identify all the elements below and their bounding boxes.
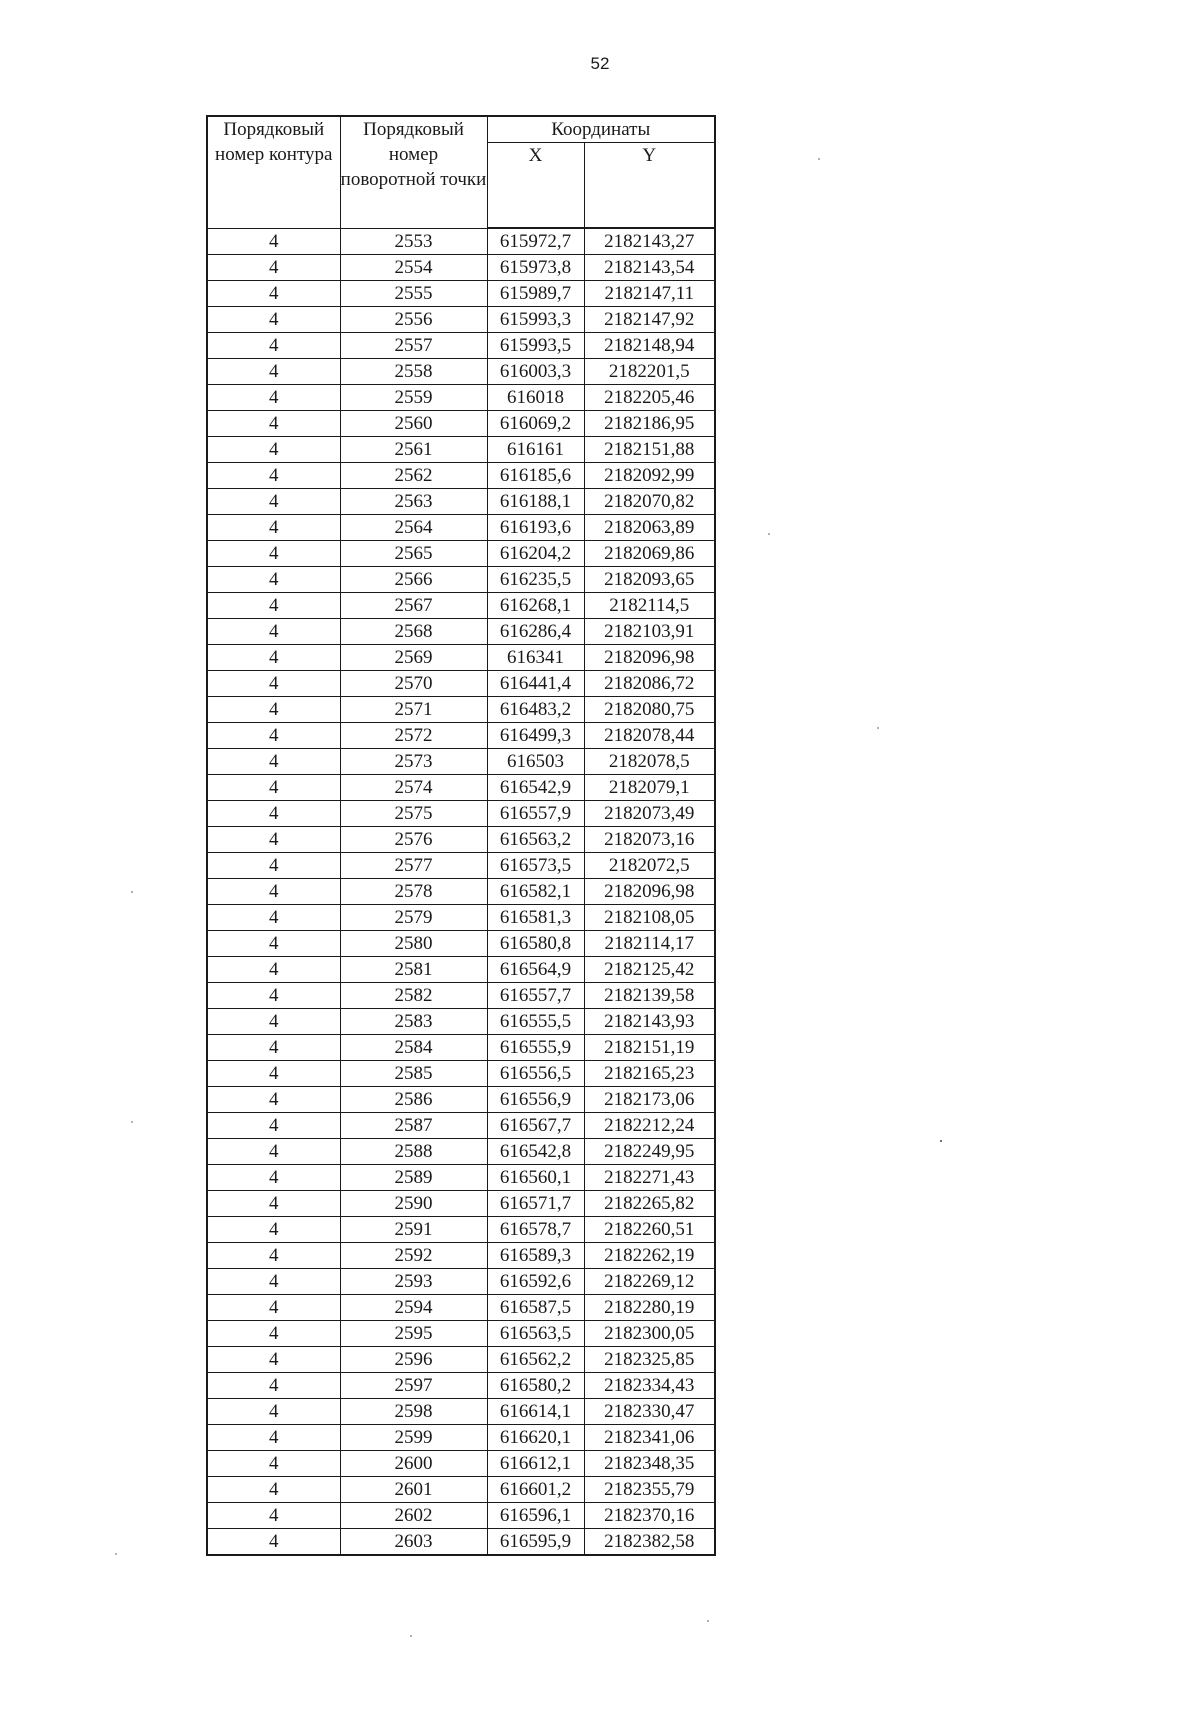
cell-y-coordinate: 2182125,42	[584, 957, 715, 983]
cell-contour-number: 4	[207, 1347, 340, 1373]
cell-y-coordinate: 2182080,75	[584, 697, 715, 723]
cell-y-coordinate: 2182103,91	[584, 619, 715, 645]
table-row	[207, 515, 715, 541]
cell-point-number: 2584	[340, 1035, 487, 1061]
cell-y-coordinate: 2182114,17	[584, 931, 715, 957]
cell-x-coordinate: 616503	[487, 749, 584, 775]
cell-y-coordinate: 2182271,43	[584, 1165, 715, 1191]
table-row	[207, 255, 715, 281]
cell-x-coordinate: 616581,3	[487, 905, 584, 931]
cell-point-number: 2576	[340, 827, 487, 853]
scan-speck	[115, 1553, 117, 1555]
table-row	[207, 463, 715, 489]
cell-y-coordinate: 2182139,58	[584, 983, 715, 1009]
table-row	[207, 723, 715, 749]
cell-x-coordinate: 616562,2	[487, 1347, 584, 1373]
cell-y-coordinate: 2182334,43	[584, 1373, 715, 1399]
cell-y-coordinate: 2182092,99	[584, 463, 715, 489]
cell-x-coordinate: 616596,1	[487, 1503, 584, 1529]
cell-x-coordinate: 616564,9	[487, 957, 584, 983]
table-row	[207, 1373, 715, 1399]
cell-contour-number: 4	[207, 1087, 340, 1113]
cell-x-coordinate: 616556,9	[487, 1087, 584, 1113]
cell-x-coordinate: 616235,5	[487, 567, 584, 593]
table-row	[207, 879, 715, 905]
table-row	[207, 749, 715, 775]
cell-x-coordinate: 616483,2	[487, 697, 584, 723]
table-row	[207, 1425, 715, 1451]
cell-point-number: 2601	[340, 1477, 487, 1503]
cell-x-coordinate: 616580,2	[487, 1373, 584, 1399]
cell-contour-number: 4	[207, 1035, 340, 1061]
cell-y-coordinate: 2182148,94	[584, 333, 715, 359]
cell-y-coordinate: 2182063,89	[584, 515, 715, 541]
cell-y-coordinate: 2182201,5	[584, 359, 715, 385]
cell-point-number: 2594	[340, 1295, 487, 1321]
table-row	[207, 1347, 715, 1373]
table-row	[207, 1113, 715, 1139]
header-point-number: Порядковый номер поворотной точки	[340, 116, 487, 228]
cell-x-coordinate: 616578,7	[487, 1217, 584, 1243]
cell-contour-number: 4	[207, 359, 340, 385]
cell-y-coordinate: 2182114,5	[584, 593, 715, 619]
cell-point-number: 2566	[340, 567, 487, 593]
cell-point-number: 2602	[340, 1503, 487, 1529]
cell-point-number: 2560	[340, 411, 487, 437]
scan-speck	[940, 1140, 942, 1142]
header-y: Y	[584, 143, 715, 229]
header-x: X	[487, 143, 584, 229]
cell-x-coordinate: 616018	[487, 385, 584, 411]
cell-y-coordinate: 2182073,49	[584, 801, 715, 827]
cell-x-coordinate: 615989,7	[487, 281, 584, 307]
cell-y-coordinate: 2182143,27	[584, 228, 715, 255]
cell-y-coordinate: 2182096,98	[584, 645, 715, 671]
cell-y-coordinate: 2182078,44	[584, 723, 715, 749]
cell-x-coordinate: 616592,6	[487, 1269, 584, 1295]
cell-y-coordinate: 2182260,51	[584, 1217, 715, 1243]
cell-contour-number: 4	[207, 541, 340, 567]
cell-y-coordinate: 2182096,98	[584, 879, 715, 905]
cell-point-number: 2589	[340, 1165, 487, 1191]
cell-point-number: 2572	[340, 723, 487, 749]
cell-x-coordinate: 615972,7	[487, 228, 584, 255]
scan-speck	[131, 1121, 133, 1123]
cell-point-number: 2593	[340, 1269, 487, 1295]
cell-point-number: 2574	[340, 775, 487, 801]
cell-contour-number: 4	[207, 333, 340, 359]
cell-contour-number: 4	[207, 1373, 340, 1399]
cell-point-number: 2571	[340, 697, 487, 723]
cell-x-coordinate: 616188,1	[487, 489, 584, 515]
cell-x-coordinate: 616069,2	[487, 411, 584, 437]
cell-y-coordinate: 2182300,05	[584, 1321, 715, 1347]
cell-y-coordinate: 2182280,19	[584, 1295, 715, 1321]
cell-x-coordinate: 616620,1	[487, 1425, 584, 1451]
cell-x-coordinate: 616573,5	[487, 853, 584, 879]
cell-x-coordinate: 616601,2	[487, 1477, 584, 1503]
cell-x-coordinate: 616555,5	[487, 1009, 584, 1035]
cell-point-number: 2570	[340, 671, 487, 697]
cell-contour-number: 4	[207, 619, 340, 645]
cell-point-number: 2590	[340, 1191, 487, 1217]
cell-y-coordinate: 2182073,16	[584, 827, 715, 853]
cell-y-coordinate: 2182348,35	[584, 1451, 715, 1477]
cell-x-coordinate: 616587,5	[487, 1295, 584, 1321]
cell-point-number: 2553	[340, 228, 487, 255]
cell-y-coordinate: 2182086,72	[584, 671, 715, 697]
cell-point-number: 2580	[340, 931, 487, 957]
table-row	[207, 671, 715, 697]
scan-speck	[707, 1620, 709, 1622]
cell-y-coordinate: 2182205,46	[584, 385, 715, 411]
cell-point-number: 2569	[340, 645, 487, 671]
table-row	[207, 1399, 715, 1425]
cell-point-number: 2591	[340, 1217, 487, 1243]
cell-point-number: 2575	[340, 801, 487, 827]
cell-contour-number: 4	[207, 1399, 340, 1425]
table-row	[207, 957, 715, 983]
cell-contour-number: 4	[207, 228, 340, 255]
cell-point-number: 2588	[340, 1139, 487, 1165]
cell-y-coordinate: 2182151,88	[584, 437, 715, 463]
cell-y-coordinate: 2182330,47	[584, 1399, 715, 1425]
cell-point-number: 2598	[340, 1399, 487, 1425]
cell-contour-number: 4	[207, 437, 340, 463]
table-row	[207, 1035, 715, 1061]
scan-speck	[768, 533, 770, 535]
table-row	[207, 1295, 715, 1321]
cell-point-number: 2577	[340, 853, 487, 879]
cell-x-coordinate: 616582,1	[487, 879, 584, 905]
table-row	[207, 697, 715, 723]
table-row	[207, 1217, 715, 1243]
cell-contour-number: 4	[207, 801, 340, 827]
cell-x-coordinate: 616589,3	[487, 1243, 584, 1269]
cell-point-number: 2555	[340, 281, 487, 307]
scan-speck	[410, 1635, 412, 1637]
cell-point-number: 2583	[340, 1009, 487, 1035]
cell-contour-number: 4	[207, 1139, 340, 1165]
cell-contour-number: 4	[207, 645, 340, 671]
table-row	[207, 333, 715, 359]
cell-point-number: 2557	[340, 333, 487, 359]
table-row	[207, 593, 715, 619]
cell-point-number: 2565	[340, 541, 487, 567]
cell-x-coordinate: 616571,7	[487, 1191, 584, 1217]
table-row	[207, 983, 715, 1009]
cell-contour-number: 4	[207, 385, 340, 411]
header-contour-number: Порядковый номер контура	[207, 116, 340, 228]
cell-contour-number: 4	[207, 853, 340, 879]
cell-contour-number: 4	[207, 593, 340, 619]
cell-y-coordinate: 2182070,82	[584, 489, 715, 515]
table-row	[207, 541, 715, 567]
table-row	[207, 1165, 715, 1191]
cell-contour-number: 4	[207, 749, 340, 775]
cell-x-coordinate: 616185,6	[487, 463, 584, 489]
cell-point-number: 2595	[340, 1321, 487, 1347]
table-body	[207, 228, 715, 1555]
cell-point-number: 2567	[340, 593, 487, 619]
cell-point-number: 2586	[340, 1087, 487, 1113]
cell-y-coordinate: 2182143,54	[584, 255, 715, 281]
table-row	[207, 385, 715, 411]
cell-y-coordinate: 2182370,16	[584, 1503, 715, 1529]
cell-contour-number: 4	[207, 307, 340, 333]
cell-y-coordinate: 2182341,06	[584, 1425, 715, 1451]
table-row	[207, 1321, 715, 1347]
table-row	[207, 1243, 715, 1269]
cell-contour-number: 4	[207, 1503, 340, 1529]
table-row	[207, 1061, 715, 1087]
table-row	[207, 228, 715, 255]
cell-contour-number: 4	[207, 1243, 340, 1269]
table-row	[207, 827, 715, 853]
cell-contour-number: 4	[207, 411, 340, 437]
scan-speck	[877, 727, 879, 729]
cell-x-coordinate: 616560,1	[487, 1165, 584, 1191]
cell-point-number: 2573	[340, 749, 487, 775]
cell-point-number: 2582	[340, 983, 487, 1009]
cell-x-coordinate: 616542,8	[487, 1139, 584, 1165]
table-row	[207, 1009, 715, 1035]
cell-contour-number: 4	[207, 1061, 340, 1087]
cell-point-number: 2597	[340, 1373, 487, 1399]
cell-y-coordinate: 2182265,82	[584, 1191, 715, 1217]
table-row	[207, 619, 715, 645]
table-row	[207, 801, 715, 827]
cell-y-coordinate: 2182325,85	[584, 1347, 715, 1373]
cell-contour-number: 4	[207, 1451, 340, 1477]
table-header	[207, 116, 715, 228]
table-row	[207, 1139, 715, 1165]
cell-y-coordinate: 2182186,95	[584, 411, 715, 437]
cell-point-number: 2563	[340, 489, 487, 515]
table-row	[207, 437, 715, 463]
cell-x-coordinate: 615993,3	[487, 307, 584, 333]
cell-x-coordinate: 616557,7	[487, 983, 584, 1009]
cell-point-number: 2585	[340, 1061, 487, 1087]
cell-x-coordinate: 616441,4	[487, 671, 584, 697]
cell-contour-number: 4	[207, 255, 340, 281]
cell-y-coordinate: 2182078,5	[584, 749, 715, 775]
cell-x-coordinate: 616161	[487, 437, 584, 463]
cell-y-coordinate: 2182079,1	[584, 775, 715, 801]
table-row	[207, 1451, 715, 1477]
cell-x-coordinate: 615993,5	[487, 333, 584, 359]
cell-x-coordinate: 616567,7	[487, 1113, 584, 1139]
cell-point-number: 2581	[340, 957, 487, 983]
cell-x-coordinate: 616204,2	[487, 541, 584, 567]
cell-contour-number: 4	[207, 567, 340, 593]
cell-y-coordinate: 2182093,65	[584, 567, 715, 593]
cell-contour-number: 4	[207, 1217, 340, 1243]
cell-contour-number: 4	[207, 827, 340, 853]
cell-contour-number: 4	[207, 1295, 340, 1321]
cell-point-number: 2603	[340, 1529, 487, 1556]
cell-contour-number: 4	[207, 1529, 340, 1556]
cell-contour-number: 4	[207, 983, 340, 1009]
cell-y-coordinate: 2182173,06	[584, 1087, 715, 1113]
cell-y-coordinate: 2182147,11	[584, 281, 715, 307]
cell-point-number: 2587	[340, 1113, 487, 1139]
table-row	[207, 905, 715, 931]
cell-contour-number: 4	[207, 1009, 340, 1035]
cell-y-coordinate: 2182069,86	[584, 541, 715, 567]
cell-x-coordinate: 616341	[487, 645, 584, 671]
cell-x-coordinate: 616499,3	[487, 723, 584, 749]
cell-x-coordinate: 615973,8	[487, 255, 584, 281]
cell-y-coordinate: 2182165,23	[584, 1061, 715, 1087]
cell-x-coordinate: 616595,9	[487, 1529, 584, 1556]
coordinates-table	[206, 115, 716, 1556]
cell-y-coordinate: 2182249,95	[584, 1139, 715, 1165]
cell-y-coordinate: 2182108,05	[584, 905, 715, 931]
scan-speck	[818, 158, 820, 160]
cell-point-number: 2554	[340, 255, 487, 281]
cell-x-coordinate: 616557,9	[487, 801, 584, 827]
table-row	[207, 359, 715, 385]
cell-point-number: 2562	[340, 463, 487, 489]
cell-contour-number: 4	[207, 957, 340, 983]
cell-y-coordinate: 2182072,5	[584, 853, 715, 879]
table-row	[207, 1529, 715, 1556]
cell-point-number: 2592	[340, 1243, 487, 1269]
cell-y-coordinate: 2182147,92	[584, 307, 715, 333]
cell-x-coordinate: 616193,6	[487, 515, 584, 541]
cell-x-coordinate: 616555,9	[487, 1035, 584, 1061]
cell-contour-number: 4	[207, 931, 340, 957]
cell-contour-number: 4	[207, 905, 340, 931]
cell-x-coordinate: 616003,3	[487, 359, 584, 385]
cell-x-coordinate: 616563,2	[487, 827, 584, 853]
cell-contour-number: 4	[207, 1191, 340, 1217]
cell-point-number: 2556	[340, 307, 487, 333]
table-row	[207, 1477, 715, 1503]
cell-contour-number: 4	[207, 1321, 340, 1347]
cell-contour-number: 4	[207, 1425, 340, 1451]
cell-x-coordinate: 616268,1	[487, 593, 584, 619]
cell-contour-number: 4	[207, 697, 340, 723]
cell-contour-number: 4	[207, 281, 340, 307]
table-row	[207, 853, 715, 879]
table-row	[207, 281, 715, 307]
table-row	[207, 775, 715, 801]
cell-point-number: 2578	[340, 879, 487, 905]
cell-x-coordinate: 616612,1	[487, 1451, 584, 1477]
cell-y-coordinate: 2182382,58	[584, 1529, 715, 1556]
cell-point-number: 2561	[340, 437, 487, 463]
cell-contour-number: 4	[207, 489, 340, 515]
cell-point-number: 2579	[340, 905, 487, 931]
table-row	[207, 567, 715, 593]
header-coordinates: Координаты	[487, 116, 715, 143]
cell-y-coordinate: 2182262,19	[584, 1243, 715, 1269]
table-row	[207, 411, 715, 437]
scan-speck	[131, 891, 133, 893]
cell-contour-number: 4	[207, 1113, 340, 1139]
cell-x-coordinate: 616286,4	[487, 619, 584, 645]
cell-point-number: 2568	[340, 619, 487, 645]
cell-contour-number: 4	[207, 463, 340, 489]
cell-contour-number: 4	[207, 515, 340, 541]
cell-y-coordinate: 2182212,24	[584, 1113, 715, 1139]
cell-x-coordinate: 616580,8	[487, 931, 584, 957]
cell-y-coordinate: 2182269,12	[584, 1269, 715, 1295]
page-number: 52	[590, 54, 610, 73]
cell-contour-number: 4	[207, 1477, 340, 1503]
cell-contour-number: 4	[207, 879, 340, 905]
cell-contour-number: 4	[207, 671, 340, 697]
table-row	[207, 307, 715, 333]
table-row	[207, 645, 715, 671]
cell-contour-number: 4	[207, 723, 340, 749]
cell-point-number: 2599	[340, 1425, 487, 1451]
table-row	[207, 1191, 715, 1217]
cell-y-coordinate: 2182151,19	[584, 1035, 715, 1061]
cell-x-coordinate: 616614,1	[487, 1399, 584, 1425]
cell-x-coordinate: 616563,5	[487, 1321, 584, 1347]
cell-contour-number: 4	[207, 1269, 340, 1295]
table-row	[207, 489, 715, 515]
cell-x-coordinate: 616556,5	[487, 1061, 584, 1087]
cell-point-number: 2600	[340, 1451, 487, 1477]
header-row-top	[207, 116, 715, 143]
table-row	[207, 1087, 715, 1113]
table-row	[207, 931, 715, 957]
cell-contour-number: 4	[207, 1165, 340, 1191]
cell-point-number: 2564	[340, 515, 487, 541]
cell-point-number: 2596	[340, 1347, 487, 1373]
table-row	[207, 1503, 715, 1529]
cell-x-coordinate: 616542,9	[487, 775, 584, 801]
cell-contour-number: 4	[207, 775, 340, 801]
table-row	[207, 1269, 715, 1295]
cell-y-coordinate: 2182355,79	[584, 1477, 715, 1503]
cell-point-number: 2558	[340, 359, 487, 385]
cell-point-number: 2559	[340, 385, 487, 411]
cell-y-coordinate: 2182143,93	[584, 1009, 715, 1035]
